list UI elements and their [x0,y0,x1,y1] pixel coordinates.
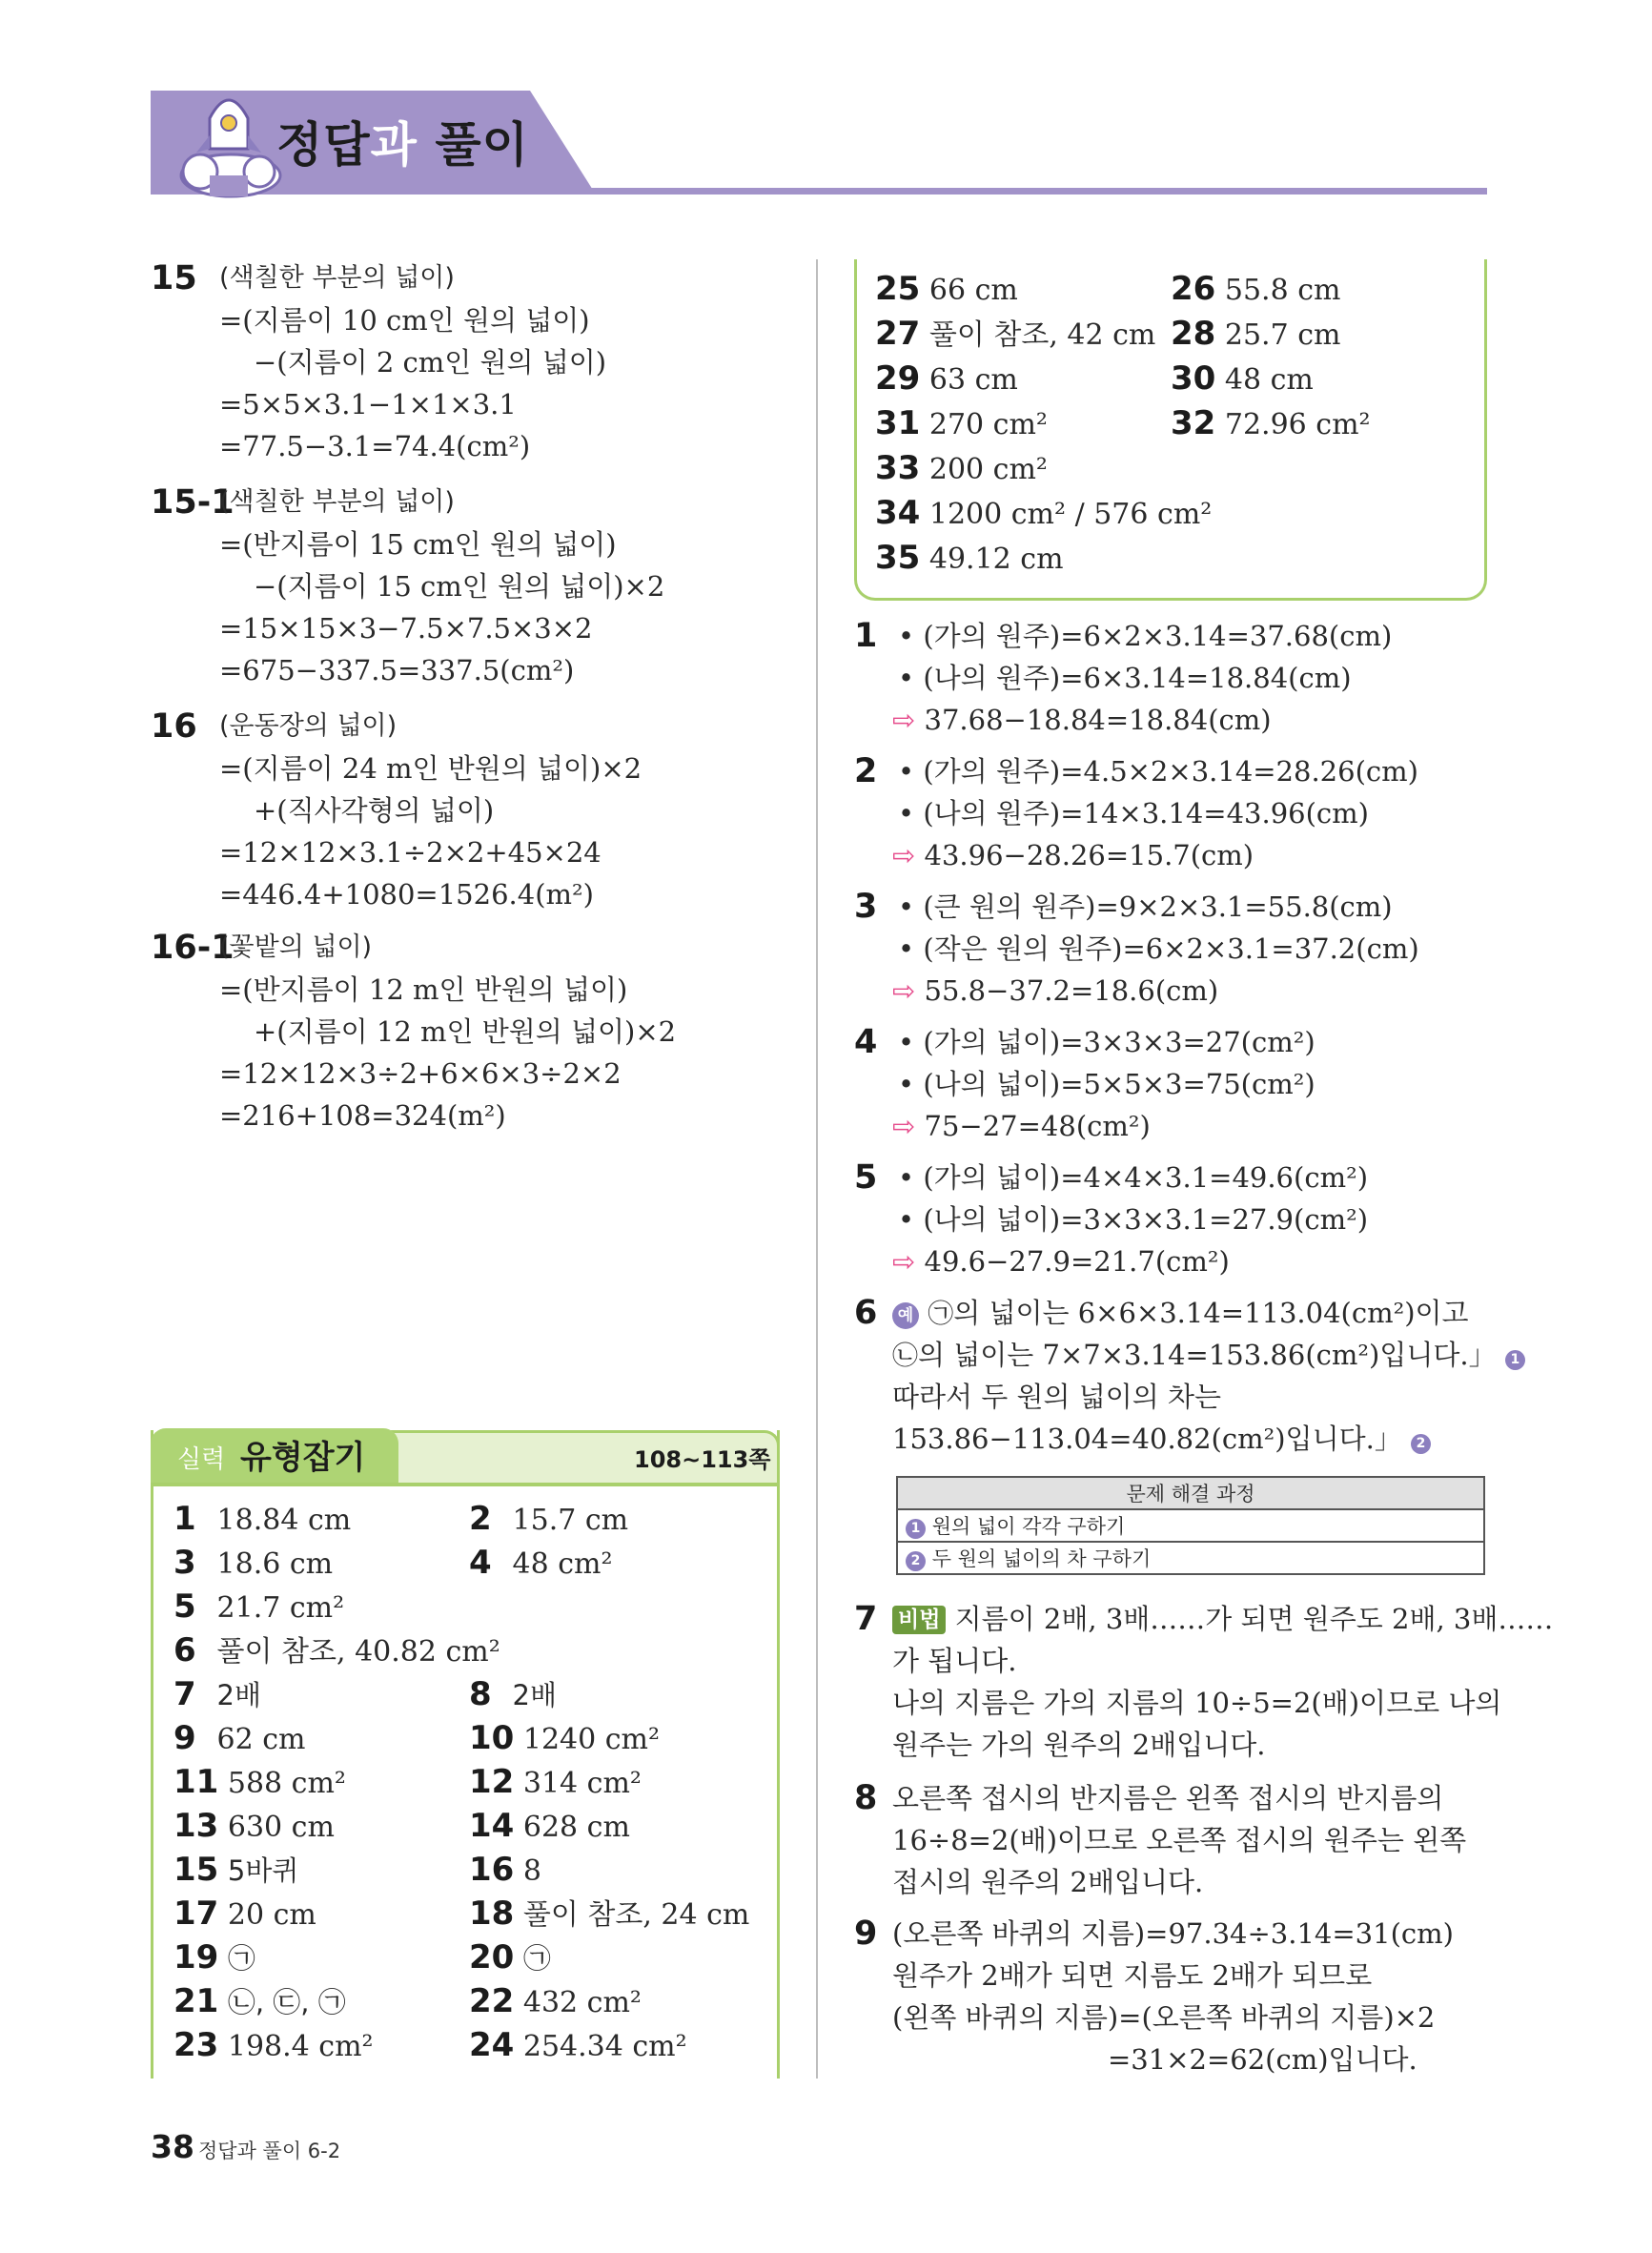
answer-19: 19 ㉠ [173,1938,255,1976]
practice-page-range: 108~113쪽 [634,1446,771,1473]
answer-7: 7 2배 [173,1675,262,1713]
solution-line: =77.5−3.1=74.4(cm²) [219,430,531,462]
rocket-icon [172,80,286,199]
solution-line: 지름이 2배, 3배……가 되면 원주도 2배, 3배…… [954,1603,1554,1635]
answer-29: 29 63 cm [875,359,1018,398]
answer-23: 23 198.4 cm² [173,2026,374,2064]
example-badge: 예 [892,1302,919,1329]
footer-text: 정답과 풀이 6-2 [198,2140,341,2162]
answer-20: 20 ㉠ [469,1938,551,1976]
answer-16: 16 8 [469,1851,541,1889]
solution-line: (왼쪽 바퀴의 지름)=(오른쪽 바퀴의 지름)×2 [892,2001,1436,2034]
answer-31: 31 270 cm² [875,404,1048,442]
solution-line: 의 넓이는 7×7×3.14=153.86(cm²)입니다.」 [918,1339,1497,1371]
solution-line: =31×2=62(cm)입니다. [1108,2043,1417,2076]
solution-line: =(지름이 24 m인 반원의 넓이)×2 [219,752,642,785]
title-main: 정답 [276,117,371,173]
answer-1: 1 18.84 cm [173,1500,352,1538]
solution-line: 접시의 원주의 2배입니다. [892,1866,1204,1898]
solution-line: =(반지름이 12 m인 반원의 넓이) [219,973,628,1006]
solution-3: 3 • (큰 원의 원주)=9×2×3.1=55.8(cm) • (작은 원의 원주)=6×2×3.1=37.2(cm) ⇨ 55.8−37.2=18.6(cm) [854,888,1419,1007]
answer-17: 17 20 cm [173,1895,316,1933]
solution-line: 16÷8=2(배)이므로 오른쪽 접시의 원주는 왼쪽 [892,1824,1467,1856]
column-divider [816,259,818,2079]
solution-line: 의 넓이는 6×6×3.14=113.04(cm²)이고 [953,1297,1469,1329]
solution-result: 43.96−28.26=15.7(cm) [924,839,1254,871]
solution-number: 16 [151,707,197,746]
solution-result: 37.68−18.84=18.84(cm) [924,704,1272,736]
header-rule [151,188,1487,195]
result-arrow-icon: ⇨ [892,839,916,871]
solution-6: 6 예 ㉠의 넓이는 6×6×3.14=113.04(cm²)이고 ㉡의 넓이는 7×7×3.14=153.86(cm²)입니다.」 1 따라서 두 원의 넓이의 차는 153.86−113.04=40.82(cm²)입니다.」 2 [854,1292,1487,1464]
solution-line: 원주는 가의 원주의 2배입니다. [892,1729,1266,1761]
solution-line: +(지름이 12 m인 반원의 넓이)×2 [254,1015,677,1048]
solution-result: 49.6−27.9=21.7(cm²) [924,1245,1230,1278]
answer-11: 11 588 cm² [173,1763,346,1801]
solution-line: • (가의 넓이)=4×4×3.1=49.6(cm²) [898,1161,1369,1194]
solution-line: 원주가 2배가 되면 지름도 2배가 되므로 [892,1959,1373,1992]
step-2-marker: 2 [1411,1434,1431,1454]
solution-line: • (나의 넓이)=3×3×3.1=27.9(cm²) [898,1203,1369,1236]
solution-line: • (작은 원의 원주)=6×2×3.1=37.2(cm) [898,932,1419,965]
solution-line: +(직사각형의 넓이) [254,794,495,827]
answer-26: 26 55.8 cm [1171,270,1341,308]
answer-21: 21 ㉡, ㉢, ㉠ [173,1982,346,2020]
solution-line: 따라서 두 원의 넓이의 차는 [892,1381,1222,1413]
result-arrow-icon: ⇨ [892,1110,916,1142]
answer-5: 5 21.7 cm² [173,1587,345,1626]
solution-line: =675−337.5=337.5(cm²) [219,654,575,686]
solution-line: −(지름이 2 cm인 원의 넓이) [254,346,607,379]
practice-header-rule [151,1483,780,1486]
tip-badge: 비법 [892,1606,946,1634]
solution-15-1 [151,481,780,693]
solution-line: =446.4+1080=1526.4(m²) [219,878,594,911]
solution-line: • (나의 넓이)=5×5×3=75(cm²) [898,1068,1315,1100]
solution-line: =15×15×3−7.5×7.5×3×2 [219,612,593,645]
answer-32: 32 72.96 cm² [1171,404,1371,442]
solution-number: 15 [151,259,197,297]
answer-4: 4 48 cm² [469,1544,613,1582]
answer-35: 35 49.12 cm [875,539,1064,577]
answer-3: 3 18.6 cm [173,1544,334,1582]
page-title [276,107,529,175]
answer-14: 14 628 cm [469,1807,630,1845]
solution-9: 9 (오른쪽 바퀴의 지름)=97.34÷3.14=31(cm) 원주가 2배가 되면 지름도 2배가 되므로 (왼쪽 바퀴의 지름)=(오른쪽 바퀴의 지름)×2 =31×2=62(cm)입니다. [854,1913,1487,2084]
solution-16-1 [151,927,780,1138]
answer-6: 6 풀이 참조, 40.82 cm² [173,1631,500,1669]
answer-34: 34 1200 cm² / 576 cm² [875,494,1213,532]
answer-2: 2 15.7 cm [469,1500,629,1538]
answer-33: 33 200 cm² [875,449,1048,487]
solution-7: 7 비법 지름이 2배, 3배……가 되면 원주도 2배, 3배…… 가 됩니다. 나의 지름은 가의 지름의 10÷5=2(배)이므로 나의 원주는 가의 원주의 2배입니다. [854,1598,1487,1770]
process-table-header: 문제 해결 과정 [897,1477,1484,1509]
solution-number: 15-1 [151,483,235,522]
solution-4: 4 • (가의 넓이)=3×3×3=27(cm²) • (나의 넓이)=5×5×3=75(cm²) ⇨ 75−27=48(cm²) [854,1023,1315,1142]
answer-24: 24 254.34 cm² [469,2026,687,2064]
solution-8: 8 오른쪽 접시의 반지름은 왼쪽 접시의 반지름의 16÷8=2(배)이므로 오른쪽 접시의 원주는 왼쪽 접시의 원주의 2배입니다. [854,1777,1487,1907]
answer-10: 10 1240 cm² [469,1719,661,1757]
solution-15 [151,257,780,469]
answer-30: 30 48 cm [1171,359,1314,398]
solution-line: =(반지름이 15 cm인 원의 넓이) [219,528,617,561]
answer-12: 12 314 cm² [469,1763,642,1801]
solution-line: 오른쪽 접시의 반지름은 왼쪽 접시의 반지름의 [892,1782,1444,1814]
answer-9: 9 62 cm [173,1719,306,1757]
answer-28: 28 25.7 cm [1171,315,1341,353]
step-1-marker: 1 [1505,1350,1525,1370]
solution-line: −(지름이 15 cm인 원의 넓이)×2 [254,570,665,603]
solution-line: =(지름이 10 cm인 원의 넓이) [219,304,590,337]
solution-line: 153.86−113.04=40.82(cm²)입니다.」 [892,1423,1402,1455]
solution-line: • (가의 넓이)=3×3×3=27(cm²) [898,1026,1315,1058]
solution-line: (꽃밭의 넓이) [219,932,373,962]
solution-number: 16-1 [151,929,235,967]
solution-line: (운동장의 넓이) [219,711,398,741]
solution-line: =216+108=324(m²) [219,1099,506,1132]
title-end: 풀이 [417,117,529,173]
result-arrow-icon: ⇨ [892,704,916,736]
solution-line: • (나의 원주)=14×3.14=43.96(cm) [898,797,1369,830]
solution-line: =5×5×3.1−1×1×3.1 [219,388,517,420]
process-row-1: 1 원의 넓이 각각 구하기 [897,1509,1484,1542]
answer-8: 8 2배 [469,1675,558,1713]
solution-line: (색칠한 부분의 넓이) [219,263,455,293]
answer-15: 15 5바퀴 [173,1851,299,1889]
solution-1: 1 • (가의 원주)=6×2×3.14=37.68(cm) • (나의 원주)=6×3.14=18.84(cm) ⇨ 37.68−18.84=18.84(cm) [854,617,1393,736]
solution-line: =12×12×3.1÷2×2+45×24 [219,836,602,869]
solution-5: 5 • (가의 넓이)=4×4×3.1=49.6(cm²) • (나의 넓이)=3×3×3.1=27.9(cm²) ⇨ 49.6−27.9=21.7(cm²) [854,1158,1369,1278]
practice-label-big: 유형잡기 [240,1439,366,1477]
answer-13: 13 630 cm [173,1807,335,1845]
solution-line: • (가의 원주)=6×2×3.14=37.68(cm) [898,620,1393,652]
solution-line: • (가의 원주)=4.5×2×3.14=28.26(cm) [898,755,1418,788]
process-row-2: 2 두 원의 넓이의 차 구하기 [897,1542,1484,1574]
result-arrow-icon: ⇨ [892,974,916,1007]
solution-line: • (큰 원의 원주)=9×2×3.1=55.8(cm) [898,891,1393,923]
solution-2: 2 • (가의 원주)=4.5×2×3.14=28.26(cm) • (나의 원주)=14×3.14=43.96(cm) ⇨ 43.96−28.26=15.7(cm) [854,752,1418,871]
solution-16 [151,706,780,917]
practice-label-small: 실력 [177,1445,226,1474]
circle-label-b: ㉡ [892,1342,918,1371]
solution-line: 나의 지름은 가의 지름의 10÷5=2(배)이므로 나의 [892,1687,1502,1719]
solution-result: 75−27=48(cm²) [924,1110,1151,1142]
solution-line: • (나의 원주)=6×3.14=18.84(cm) [898,662,1352,694]
solution-line: 가 됩니다. [892,1645,1017,1677]
answer-18: 18 풀이 참조, 24 cm [469,1895,750,1933]
solution-result: 55.8−37.2=18.6(cm) [924,974,1219,1007]
title-mid: 과 [370,117,418,173]
solution-line: (색칠한 부분의 넓이) [219,487,455,517]
circle-label-a: ㉠ [928,1300,954,1329]
page-number: 38 [151,2128,194,2165]
answer-22: 22 432 cm² [469,1982,642,2020]
answer-27: 27 풀이 참조, 42 cm [875,315,1156,353]
solution-line: (오른쪽 바퀴의 지름)=97.34÷3.14=31(cm) [892,1917,1454,1950]
problem-solving-process-table [896,1476,1485,1575]
answer-25: 25 66 cm [875,270,1018,308]
result-arrow-icon: ⇨ [892,1245,916,1278]
solution-line: =12×12×3÷2+6×6×3÷2×2 [219,1057,622,1090]
